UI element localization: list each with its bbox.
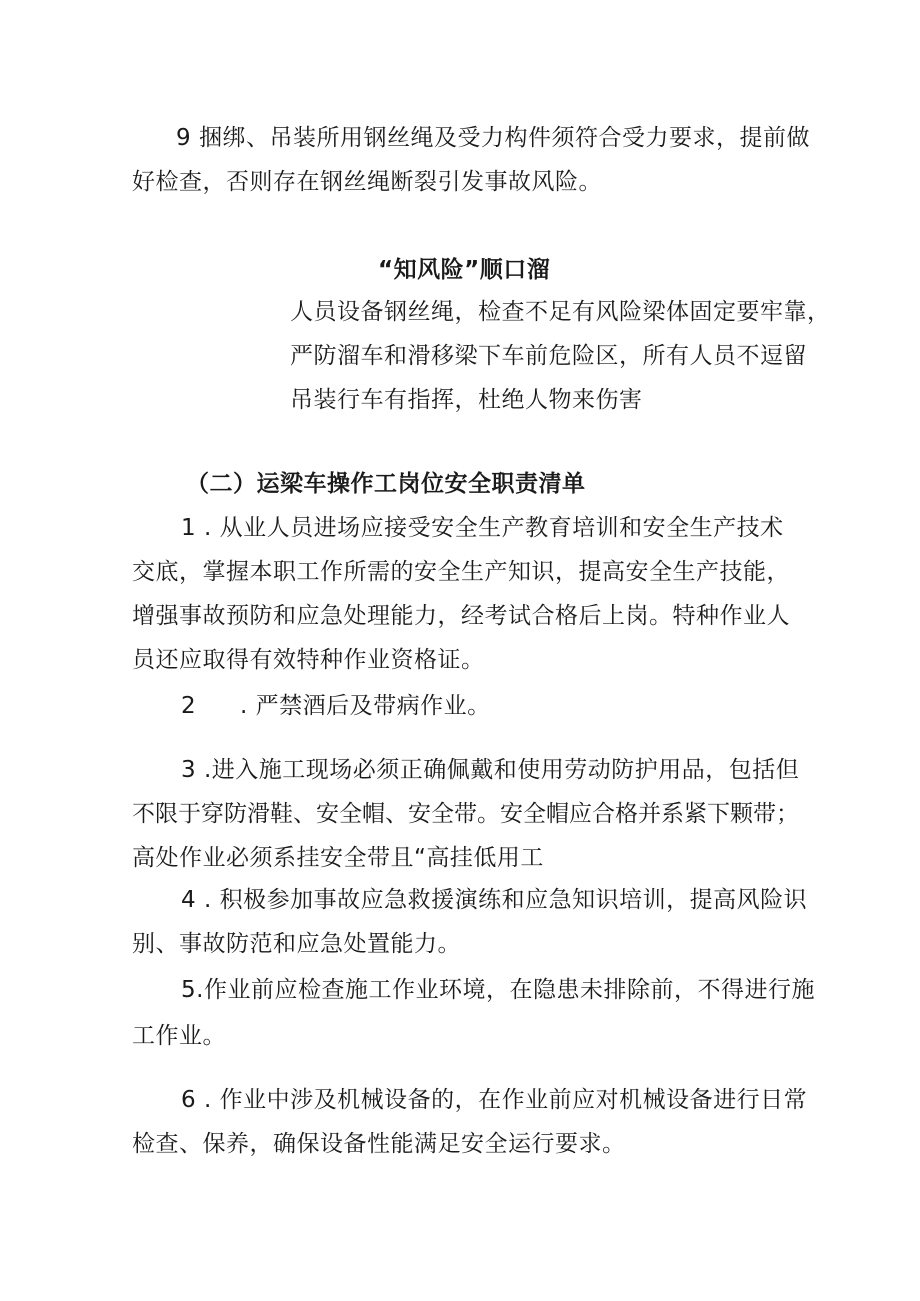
item-3-line-1: 3 .进入施工现场必须正确佩戴和使用劳动防护用品，包括但 — [181, 757, 800, 783]
item-9-line-1: 9 捆绑、吊装所用钢丝绳及受力构件须符合受力要求，提前做 — [176, 125, 810, 151]
item-1-line-2: 交底，掌握本职工作所需的安全生产知识，提高安全生产技能， — [132, 559, 790, 585]
item-1-line-1: 1 . 从业人员进场应接受安全生产教育培训和安全生产技术 — [181, 515, 784, 541]
item-9-line-2: 好检查，否则存在钢丝绳断裂引发事故风险。 — [132, 169, 602, 195]
item-5-line-2: 工作业。 — [132, 1023, 226, 1049]
item-1-line-4: 员还应取得有效特种作业资格证。 — [132, 647, 485, 673]
item-1-line-3: 增强事故预防和应急处理能力，经考试合格后上岗。特种作业人 — [132, 603, 790, 629]
rhyme-line-2: 严防溜车和滑移梁下车前危险区，所有人员不逗留 — [290, 343, 807, 369]
section-heading: （二）运梁车操作工岗位安全职责清单 — [186, 471, 586, 497]
item-5-line-1: 5.作业前应检查施工作业环境，在隐患未排除前，不得进行施 — [181, 977, 815, 1003]
rhyme-title: “知风险”顺口溜 — [378, 257, 551, 283]
item-4-line-2: 别、事故防范和应急处置能力。 — [132, 931, 461, 957]
item-3-line-2: 不限于穿防滑鞋、安全帽、安全带。安全帽应合格并系紧下颗带； — [132, 801, 799, 827]
item-2-text: . 严禁酒后及带病作业。 — [240, 693, 491, 719]
item-6-line-2: 检查、保养，确保设备性能满足安全运行要求。 — [132, 1131, 626, 1157]
item-6-line-1: 6 . 作业中涉及机械设备的，在作业前应对机械设备进行日常 — [181, 1087, 808, 1113]
item-4-line-1: 4 . 积极参加事故应急救援演练和应急知识培训，提高风险识 — [181, 887, 808, 913]
item-2-number: 2 — [181, 693, 197, 719]
rhyme-line-3: 吊装行车有指挥，杜绝人物来伤害 — [290, 387, 643, 413]
item-3-line-3: 高处作业必须系挂安全带且“高挂低用工 — [132, 845, 544, 871]
rhyme-line-1: 人员设备钢丝绳，检查不足有风险梁体固定要牢靠， — [290, 299, 831, 325]
